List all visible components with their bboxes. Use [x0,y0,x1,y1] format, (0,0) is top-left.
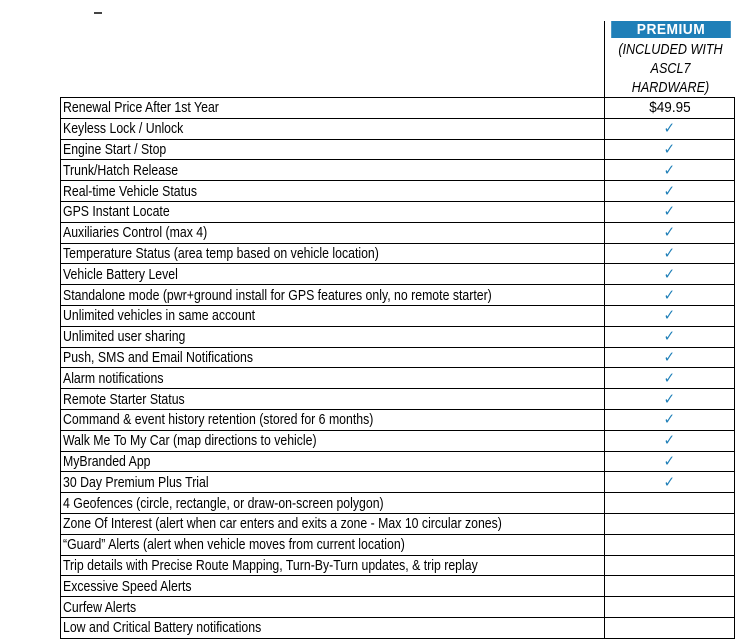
feature-included-cell [604,118,734,139]
feature-label-cell [61,576,605,597]
feature-included-cell [604,513,734,534]
feature-included-cell [604,576,734,597]
feature-included-cell [604,139,734,160]
feature-row [61,181,735,202]
feature-row [61,389,735,410]
plan-note-line1: (INCLUDED WITH [618,41,723,58]
feature-label: Command & event history retention (stored for 6 months) [63,411,374,429]
feature-label-cell [61,555,605,576]
feature-included-cell [604,555,734,576]
check-icon: ✓ [663,182,676,200]
feature-label-cell [61,222,605,243]
feature-label: Keyless Lock / Unlock [63,120,184,138]
feature-label: “Guard” Alerts (alert when vehicle moves from current location) [63,536,405,554]
feature-label: Curfew Alerts [63,598,137,616]
feature-label: Temperature Status (area temp based on vehicle location) [63,244,379,262]
feature-label-cell [61,139,605,160]
renewal-price-cell [604,98,734,119]
feature-label: Standalone mode (pwr+ground install for GPS features only, no remote starter) [63,286,492,304]
feature-table-body [61,98,735,639]
feature-label-cell [61,181,605,202]
feature-row [61,326,735,347]
plan-note-line2: ASCL7 HARDWARE) [631,60,710,96]
feature-included-cell [604,534,734,555]
feature-included-cell [604,430,734,451]
feature-label: Remote Starter Status [63,390,185,408]
feature-included-cell [604,347,734,368]
feature-row [61,368,735,389]
feature-label-cell [61,451,605,472]
feature-row [61,597,735,618]
feature-included-cell [604,222,734,243]
feature-label: Excessive Speed Alerts [63,577,192,595]
feature-included-cell [604,451,734,472]
feature-label: Unlimited vehicles in same account [63,307,256,325]
feature-included-cell [604,617,734,638]
feature-included-cell [604,264,734,285]
feature-row [61,576,735,597]
feature-label-cell [61,326,605,347]
check-icon: ✓ [663,348,676,366]
feature-row [61,243,735,264]
feature-label: Walk Me To My Car (map directions to vehicle) [63,432,317,450]
feature-row [61,98,735,119]
feature-label: Renewal Price After 1st Year [63,99,219,117]
feature-row [61,493,735,514]
plan-header [604,21,735,97]
feature-label: Trip details with Precise Route Mapping, Turn-By-Turn updates, & trip replay [63,556,478,574]
feature-row [61,430,735,451]
feature-label-cell [61,264,605,285]
feature-label-cell [61,389,605,410]
feature-label: Trunk/Hatch Release [63,161,179,179]
feature-label: GPS Instant Locate [63,203,170,221]
check-icon: ✓ [663,307,676,325]
feature-label-cell [61,201,605,222]
feature-label-cell [61,493,605,514]
feature-row [61,347,735,368]
feature-label: Low and Critical Battery notifications [63,619,262,637]
feature-row [61,118,735,139]
feature-row [61,264,735,285]
feature-row [61,617,735,638]
feature-row [61,305,735,326]
feature-row [61,285,735,306]
feature-row [61,201,735,222]
renewal-price: $49.95 [648,99,691,117]
check-icon: ✓ [663,390,676,408]
check-icon: ✓ [663,140,676,158]
feature-included-cell [604,409,734,430]
plan-name-badge: PREMIUM [611,21,731,38]
feature-label: Alarm notifications [63,369,164,387]
feature-included-cell [604,368,734,389]
feature-label-cell [61,243,605,264]
feature-label-cell [61,160,605,181]
feature-label: Push, SMS and Email Notifications [63,348,254,366]
plan-note [615,40,725,97]
feature-row [61,160,735,181]
check-icon: ✓ [663,224,676,242]
check-icon: ✓ [663,161,676,179]
check-icon: ✓ [663,411,676,429]
check-icon: ✓ [663,265,676,283]
feature-comparison-table [60,97,735,639]
feature-included-cell [604,243,734,264]
feature-label-cell [61,368,605,389]
feature-label: Vehicle Battery Level [63,265,178,283]
feature-label-cell [61,305,605,326]
feature-row [61,555,735,576]
feature-label: 4 Geofences (circle, rectangle, or draw-on-screen polygon) [63,494,384,512]
feature-row [61,534,735,555]
feature-included-cell [604,160,734,181]
feature-included-cell [604,326,734,347]
feature-label-cell [61,534,605,555]
feature-label-cell [61,118,605,139]
check-icon: ✓ [663,432,676,450]
feature-label: 30 Day Premium Plus Trial [63,473,209,491]
feature-label-cell [61,430,605,451]
feature-included-cell [604,472,734,493]
feature-label: Engine Start / Stop [63,140,167,158]
check-icon: ✓ [663,328,676,346]
feature-included-cell [604,285,734,306]
feature-row [61,451,735,472]
feature-label-cell [61,409,605,430]
feature-included-cell [604,389,734,410]
check-icon: ✓ [663,369,676,387]
feature-included-cell [604,305,734,326]
feature-label-cell [61,285,605,306]
feature-label-cell [61,98,605,119]
feature-row [61,472,735,493]
check-icon: ✓ [663,244,676,262]
feature-label: MyBranded App [63,452,151,470]
check-icon: ✓ [663,120,676,138]
feature-label-cell [61,472,605,493]
feature-row [61,409,735,430]
feature-row [61,222,735,243]
feature-included-cell [604,201,734,222]
feature-label-cell [61,597,605,618]
check-icon: ✓ [663,473,676,491]
check-icon: ✓ [663,452,676,470]
feature-label: Auxiliaries Control (max 4) [63,224,208,242]
feature-included-cell [604,597,734,618]
feature-label: Zone Of Interest (alert when car enters and exits a zone - Max 10 circular zones) [63,515,502,533]
decorative-dash [94,12,102,14]
feature-row [61,139,735,160]
feature-label: Unlimited user sharing [63,328,186,346]
feature-label-cell [61,513,605,534]
feature-label: Real-time Vehicle Status [63,182,198,200]
check-icon: ✓ [663,203,676,221]
feature-included-cell [604,181,734,202]
check-icon: ✓ [663,286,676,304]
feature-label-cell [61,617,605,638]
feature-row [61,513,735,534]
feature-included-cell [604,493,734,514]
feature-label-cell [61,347,605,368]
